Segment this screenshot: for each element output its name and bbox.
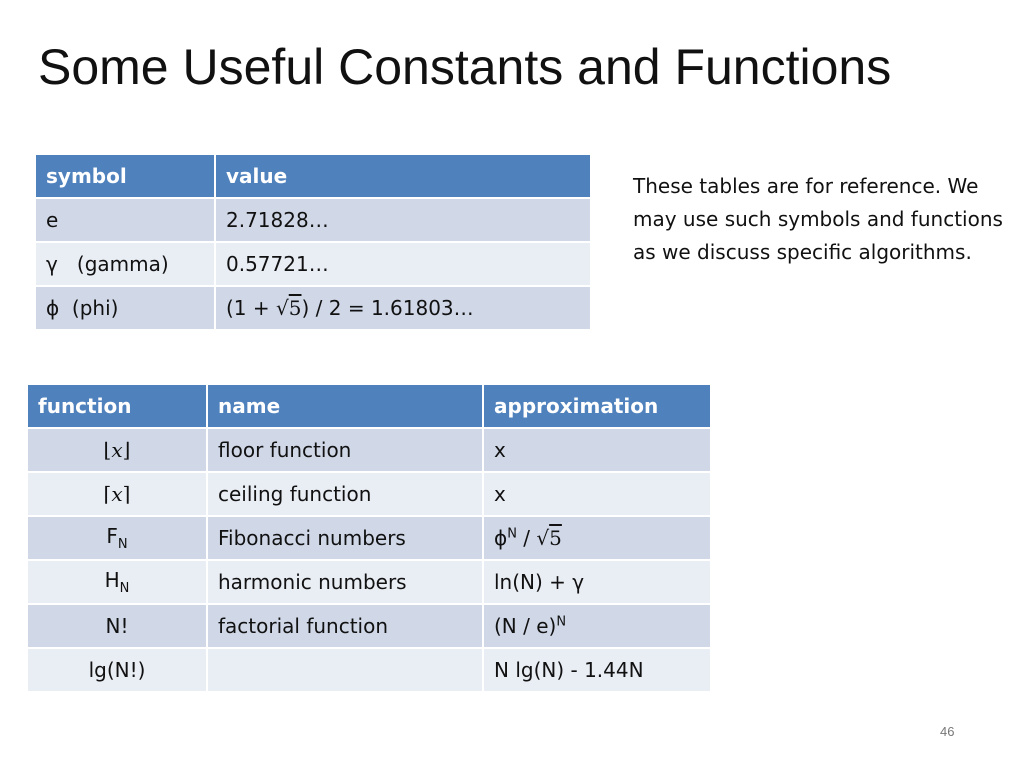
table-row — [27, 648, 711, 692]
approximation-cell — [483, 604, 711, 648]
table-row — [35, 286, 591, 330]
functions-header-row — [27, 384, 711, 428]
sqrt-sign: √ — [536, 526, 550, 550]
value-suffix: ) / 2 = 1.61803… — [301, 296, 474, 320]
header-name: name — [207, 384, 483, 428]
func-base: H — [104, 568, 120, 592]
name-cell: ceiling function — [207, 472, 483, 516]
header-approximation: approximation — [483, 384, 711, 428]
table-row — [27, 516, 711, 560]
name-cell — [207, 648, 483, 692]
function-cell — [27, 516, 207, 560]
table-row — [35, 198, 591, 242]
value-prefix: (1 + — [226, 296, 276, 320]
value-cell — [215, 286, 591, 330]
function-cell: N! — [27, 604, 207, 648]
approx-superscript: N — [556, 614, 567, 630]
func-subscript: N — [119, 581, 130, 596]
approximation-cell: x — [483, 472, 711, 516]
approximation-cell: x — [483, 428, 711, 472]
reference-note: These tables are for reference. We may use such symbols and functions as we discuss specific algorithms. — [633, 174, 1003, 264]
floor-left: ⌊ — [103, 438, 112, 462]
ceiling-var: x — [111, 482, 123, 506]
function-cell — [27, 560, 207, 604]
page-title: Some Useful Constants and Functions — [38, 39, 892, 95]
function-cell — [27, 472, 207, 516]
functions-table — [26, 383, 712, 693]
value-cell: 2.71828… — [215, 198, 591, 242]
approx-superscript: N — [507, 526, 517, 542]
ceiling-left: ⌈ — [103, 482, 112, 506]
symbol-cell: e — [35, 198, 215, 242]
approximation-cell — [483, 516, 711, 560]
function-cell: lg(N!) — [27, 648, 207, 692]
sqrt-sign: √ — [276, 296, 289, 320]
sqrt-argument: 5 — [549, 526, 562, 550]
symbol-cell: ϕ (phi) — [35, 286, 215, 330]
table-row — [27, 560, 711, 604]
name-cell: factorial function — [207, 604, 483, 648]
floor-var: x — [111, 438, 123, 462]
approx-base: ϕ — [494, 526, 508, 550]
name-cell: harmonic numbers — [207, 560, 483, 604]
approx-mid: / — [516, 526, 537, 550]
func-base: F — [106, 524, 118, 548]
function-cell — [27, 428, 207, 472]
table-row — [27, 604, 711, 648]
table-row — [35, 242, 591, 286]
header-value: value — [215, 154, 591, 198]
page-number: 46 — [940, 724, 955, 739]
table-row — [27, 472, 711, 516]
value-cell: 0.57721… — [215, 242, 591, 286]
approx-base: (N / e) — [494, 614, 557, 638]
name-cell: floor function — [207, 428, 483, 472]
table-row — [27, 428, 711, 472]
constants-header-row — [35, 154, 591, 198]
approximation-cell: N lg(N) - 1.44N — [483, 648, 711, 692]
sqrt-argument: 5 — [288, 296, 302, 320]
func-subscript: N — [117, 537, 128, 552]
floor-right: ⌋ — [122, 438, 131, 462]
ceiling-right: ⌉ — [122, 482, 131, 506]
header-function: function — [27, 384, 207, 428]
symbol-cell: γ (gamma) — [35, 242, 215, 286]
approximation-cell: ln(N) + γ — [483, 560, 711, 604]
name-cell: Fibonacci numbers — [207, 516, 483, 560]
header-symbol: symbol — [35, 154, 215, 198]
constants-table — [34, 153, 592, 331]
